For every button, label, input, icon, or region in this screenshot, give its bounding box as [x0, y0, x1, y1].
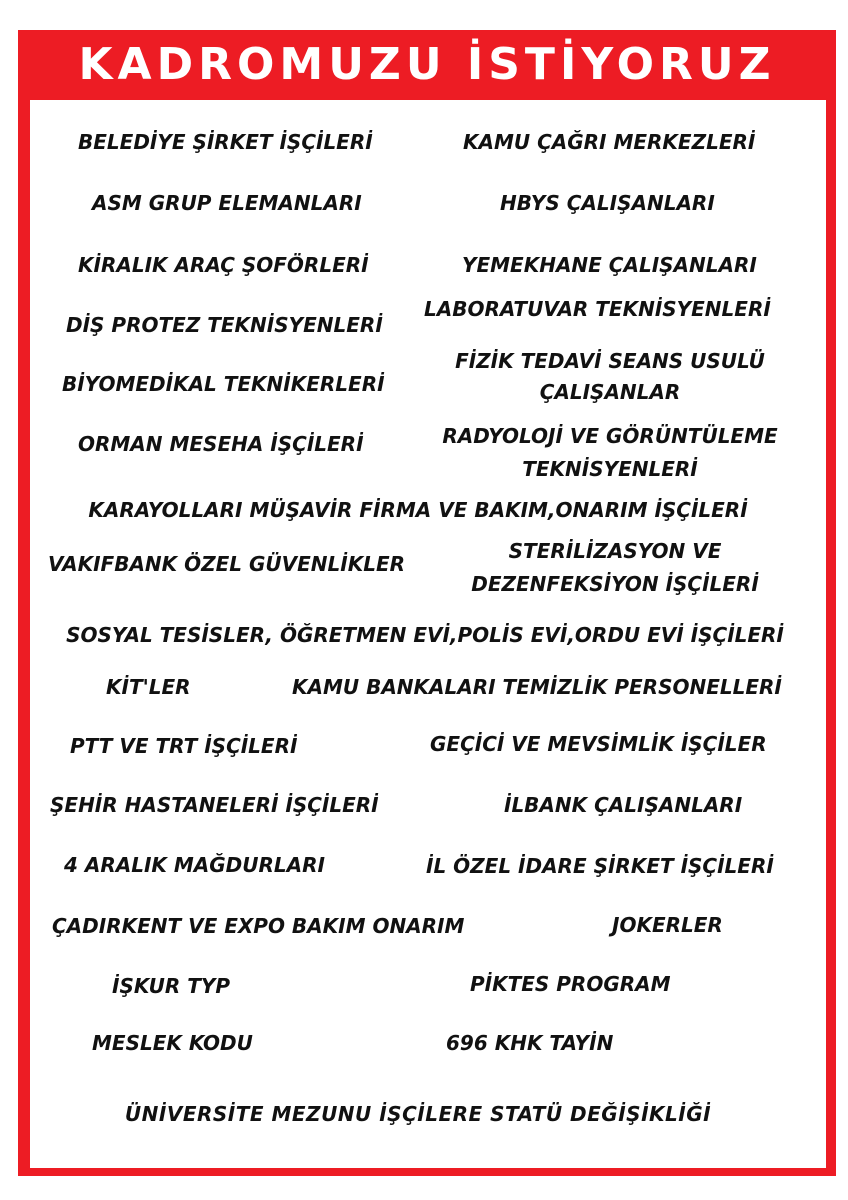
item-karayollari: KARAYOLLARI MÜŞAVİR FİRMA VE BAKIM,ONARIM İŞÇİLERİ	[88, 498, 748, 522]
item-meslek: MESLEK KODU	[92, 1031, 253, 1055]
item-ptt: PTT VE TRT İŞÇİLERİ	[70, 734, 298, 758]
item-laboratuvar: LABORATUVAR TEKNİSYENLERİ	[424, 297, 771, 321]
item-orman: ORMAN MESEHA İŞÇİLERİ	[78, 432, 364, 456]
item-aralik: 4 ARALIK MAĞDURLARI	[64, 853, 325, 877]
item-kit: KİT'LER	[106, 675, 191, 699]
item-khk: 696 KHK TAYİN	[446, 1031, 614, 1055]
item-universite: ÜNİVERSİTE MEZUNU İŞÇİLERE STATÜ DEĞİŞİKLİĞİ	[124, 1102, 712, 1126]
item-biyomedikal: BİYOMEDİKAL TEKNİKERLERİ	[62, 372, 385, 396]
item-sehir: ŞEHİR HASTANELERİ İŞÇİLERİ	[50, 793, 379, 817]
item-radyoloji-line1: RADYOLOJİ VE GÖRÜNTÜLEME	[442, 424, 778, 448]
item-ilbank: İLBANK ÇALIŞANLARI	[504, 793, 743, 817]
item-sterilizasyon-line1: STERİLİZASYON VE	[508, 539, 722, 563]
item-radyoloji-line2: TEKNİSYENLERİ	[522, 457, 698, 481]
item-fizik-line2: ÇALIŞANLAR	[539, 380, 681, 404]
item-sterilizasyon-line2: DEZENFEKSİYON İŞÇİLERİ	[471, 572, 759, 596]
item-asm: ASM GRUP ELEMANLARI	[92, 191, 362, 215]
item-hbys: HBYS ÇALIŞANLARI	[500, 191, 715, 215]
item-il-ozel: İL ÖZEL İDARE ŞİRKET İŞÇİLERİ	[426, 854, 774, 878]
item-fizik-line1: FİZİK TEDAVİ SEANS USULÜ	[455, 349, 765, 373]
item-kiralik: KİRALIK ARAÇ ŞOFÖRLERİ	[78, 253, 369, 277]
item-sosyal: SOSYAL TESİSLER, ÖĞRETMEN EVİ,POLİS EVİ,ORDU EVİ İŞÇİLERİ	[66, 623, 784, 647]
item-gecici: GEÇİCİ VE MEVSİMLİK İŞÇİLER	[430, 732, 767, 756]
item-kamu-banka: KAMU BANKALARI TEMİZLİK PERSONELLERİ	[292, 675, 782, 699]
item-jokerler: JOKERLER	[612, 913, 723, 937]
item-vakifbank: VAKIFBANK ÖZEL GÜVENLİKLER	[48, 552, 406, 576]
poster-title: KADROMUZU İSTİYORUZ	[78, 39, 776, 90]
item-piktes: PİKTES PROGRAM	[470, 972, 671, 996]
item-belediye: BELEDİYE ŞİRKET İŞÇİLERİ	[78, 130, 373, 154]
item-kamu-cagri: KAMU ÇAĞRI MERKEZLERİ	[463, 130, 756, 154]
item-dis-protez: DİŞ PROTEZ TEKNİSYENLERİ	[66, 313, 383, 337]
item-yemekhane: YEMEKHANE ÇALIŞANLARI	[462, 253, 757, 277]
item-iskur: İŞKUR TYP	[112, 974, 231, 998]
item-cadirkent: ÇADIRKENT VE EXPO BAKIM ONARIM	[52, 914, 465, 938]
